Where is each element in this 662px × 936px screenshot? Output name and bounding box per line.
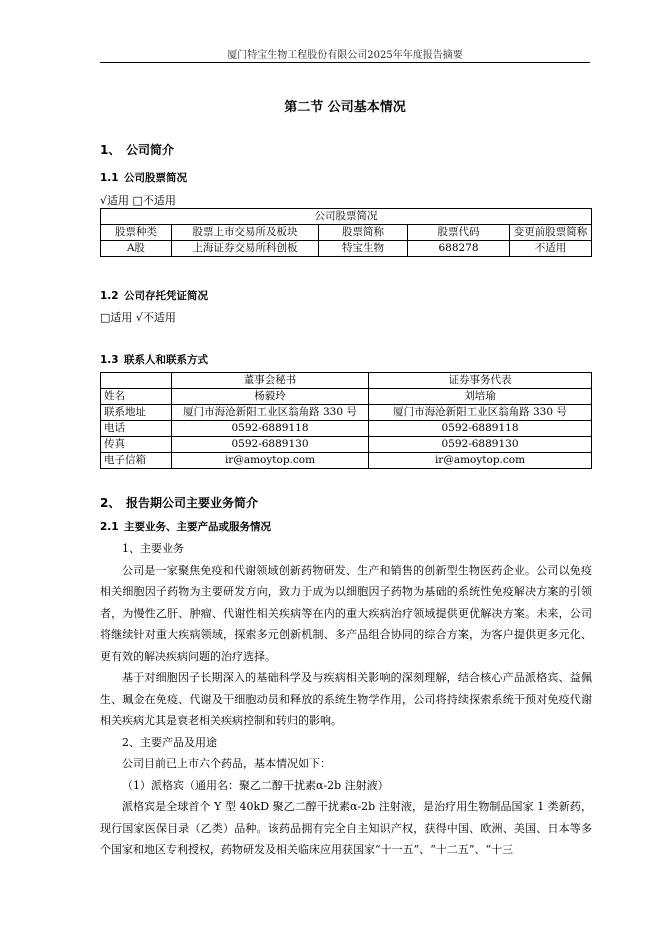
paragraph: 公司是一家聚焦免疫和代谢领域创新药物研发、生产和销售的创新型生物医药企业。公司以免疫相关细胞因子药物为主要研发方向，致力于成为以细胞因子药物为基础的系统性免疫解决方案的引领者，为慢性乙肝、肿瘤、代谢性相关疾病等在内的重大疾病治疗领域提供更优解决方案。未来，公司将继续针对重大疾病领域，探索多元创新机制、多产品组合协同的综合方案，为客户提供更多元化、更有效的解决疾病问题的治疗选择。 [100, 563, 592, 663]
paragraph: 派格宾是全球首个 Y 型 40kD 聚乙二醇干扰素α-2b 注射液，是治疗用生物制品国家 1 类新药，现行国家医保目录（乙类）品种。该药品拥有完全自主知识产权，获得中国、欧洲、美国、日本等多个国家和地区专利授权，药物研发及相关临床应用获国家“十一五”、“十二五”、“十三 [100, 800, 592, 856]
heading-products-services [100, 519, 271, 534]
contact-cell: 厦门市海沧新阳工业区翁角路 330 号 [172, 405, 369, 421]
contact-row-label: 电子信箱 [101, 453, 172, 469]
contact-cell: 0592-6889118 [172, 421, 369, 437]
contact-cell: 杨毅玲 [172, 389, 369, 405]
heading-text: 公司存托凭证简况 [124, 290, 208, 302]
heading-number: 1.1 [100, 172, 119, 184]
stock-table-header: 股票上市交易所及板块 [172, 225, 319, 241]
stock-table-header: 变更前股票简称 [510, 225, 592, 241]
heading-number: 1、 [100, 143, 121, 157]
stock-table-caption: 公司股票简况 [101, 209, 592, 225]
heading-text: 公司股票简况 [124, 172, 187, 184]
header-divider [100, 62, 590, 63]
paragraph: 1、主要业务 [122, 542, 184, 555]
stock-table-header: 股票种类 [101, 225, 172, 241]
contact-row-label: 传真 [101, 437, 172, 453]
depositary-applicable-options: □适用 √不适用 [100, 311, 176, 324]
paragraph: 基于对细胞因子长期深入的基础科学及与疾病相关影响的深刻理解，结合核心产品派格宾、益佩生、珮金在免疫、代谢及干细胞动员和释放的系统生物学作用，公司将持续探索系统干预对免疫代谢相关疾病尤其是衰老相关疾病控制和转归的影响。 [100, 671, 592, 727]
page-header: 厦门特宝生物工程股份有限公司2025年年度报告摘要 [227, 50, 463, 61]
stock-table-cell: 688278 [408, 241, 510, 257]
heading-number: 2.1 [100, 521, 119, 533]
heading-number: 1.2 [100, 290, 119, 302]
paragraph: （1）派格宾（通用名：聚乙二醇干扰素α-2b 注射液） [122, 778, 389, 792]
contact-cell: 0592-6889130 [369, 437, 592, 453]
contact-cell: ir@amoytop.com [369, 453, 592, 469]
heading-text: 联系人和联系方式 [124, 354, 208, 366]
stock-table-header: 股票代码 [408, 225, 510, 241]
section-title: 第二节 公司基本情况 [284, 100, 406, 115]
contact-cell: 0592-6889118 [369, 421, 592, 437]
heading-stock-overview [100, 170, 187, 185]
contact-row-label: 联系地址 [101, 405, 172, 421]
contact-table [100, 372, 592, 469]
stock-table-cell: 特宝生物 [319, 241, 408, 257]
contact-cell: 厦门市海沧新阳工业区翁角路 330 号 [369, 405, 592, 421]
heading-text: 主要业务、主要产品或服务情况 [124, 521, 271, 533]
contact-row-label: 姓名 [101, 389, 172, 405]
contact-table-header: 证券事务代表 [369, 373, 592, 389]
paragraph: 公司目前已上市六个药品，基本情况如下： [122, 757, 331, 770]
heading-text: 公司简介 [126, 143, 175, 157]
contact-row-label: 电话 [101, 421, 172, 437]
contact-cell: 刘培瑜 [369, 389, 592, 405]
paragraph: 2、主要产品及用途 [122, 735, 217, 749]
business-description [100, 538, 592, 861]
heading-company-profile [100, 141, 174, 158]
stock-applicable-options: √适用 □不适用 [100, 194, 176, 207]
heading-contacts [100, 352, 208, 367]
contact-cell: 0592-6889130 [172, 437, 369, 453]
heading-text: 报告期公司主要业务简介 [126, 496, 259, 510]
heading-main-business [100, 494, 258, 511]
heading-depositary-receipts [100, 288, 208, 303]
stock-table-header: 股票简称 [319, 225, 408, 241]
contact-table-corner [101, 373, 172, 389]
contact-table-header: 董事会秘书 [172, 373, 369, 389]
stock-table-cell: 不适用 [510, 241, 592, 257]
stock-table-cell: A股 [101, 241, 172, 257]
heading-number: 1.3 [100, 354, 119, 366]
heading-number: 2、 [100, 496, 121, 510]
stock-table-cell: 上海证券交易所科创板 [172, 241, 319, 257]
contact-cell: ir@amoytop.com [172, 453, 369, 469]
stock-table [100, 208, 592, 257]
